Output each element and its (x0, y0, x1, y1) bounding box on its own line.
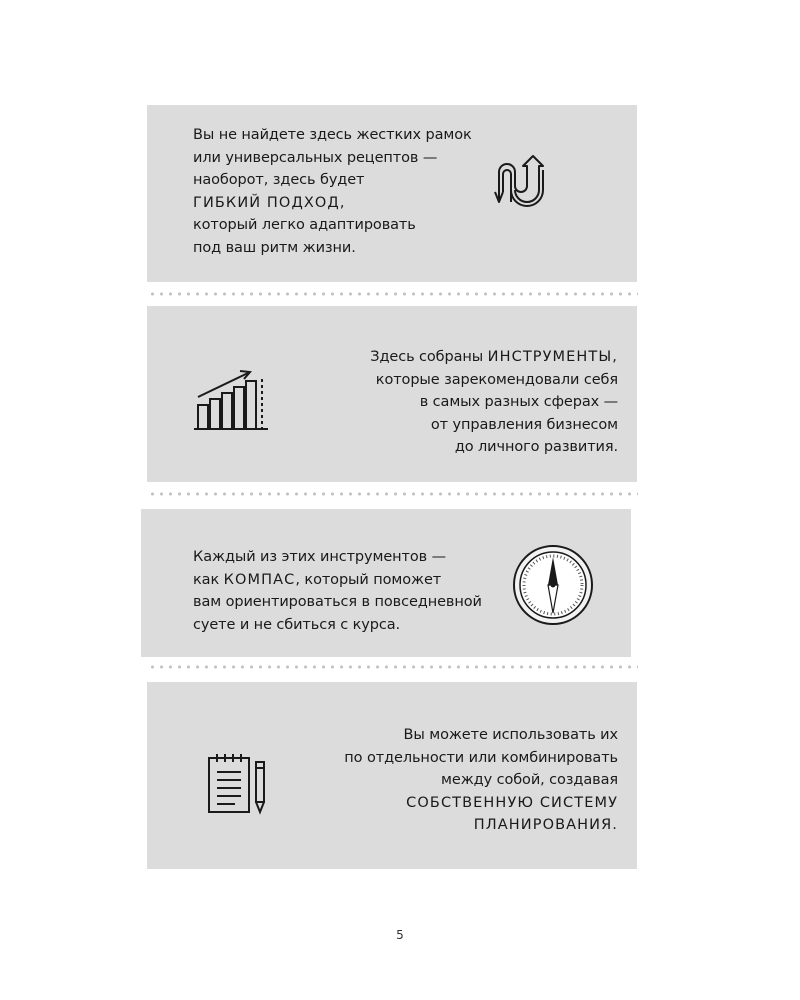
text-line: Каждый из этих инструментов — (193, 549, 447, 565)
page-number: 5 (396, 928, 404, 942)
text-line: между собой, создавая (441, 772, 618, 788)
dotted-divider (148, 292, 638, 296)
highlight-tools: ИНСТРУМЕНТЫ, (487, 349, 618, 365)
notepad-pencil-icon (205, 752, 271, 816)
text-line: Вы не найдете здесь жестких рамок (193, 127, 472, 143)
text-line: до личного развития. (454, 439, 618, 455)
text-suffix: , который поможет (295, 571, 442, 588)
info-text-3 (193, 546, 482, 636)
highlight-own-system: СОБСТВЕННУЮ СИСТЕМУ (406, 794, 618, 811)
text-line: под ваш ритм жизни. (193, 239, 356, 256)
info-text-2 (370, 346, 618, 459)
flexible-arrows-icon (489, 150, 561, 210)
info-text-1 (193, 124, 472, 259)
text-line: или универсальных рецептов — (193, 149, 438, 166)
text-prefix: как (193, 571, 224, 588)
text-line: Вы можете использовать их (403, 727, 618, 743)
info-text-4 (344, 724, 618, 837)
text-line: по отдельности или комбинировать (344, 749, 618, 766)
highlight-compass: КОМПАС (223, 571, 296, 588)
text-line: суете и не сбиться с курса. (193, 616, 401, 633)
text-prefix: Здесь собраны (370, 349, 488, 365)
dotted-divider (148, 665, 638, 669)
text-line: вам ориентироваться в повседневной (193, 594, 482, 610)
highlight-planning: ПЛАНИРОВАНИЯ. (473, 817, 618, 833)
growth-chart-icon (190, 365, 272, 435)
text-line: наоборот, здесь будет (193, 172, 365, 188)
highlight-flexible-approach: ГИБКИЙ ПОДХОД, (193, 194, 346, 211)
compass-icon (511, 543, 595, 627)
text-line: которые зарекомендовали себя (375, 371, 618, 388)
text-line: от управления бизнесом (430, 416, 618, 433)
dotted-divider (148, 492, 638, 496)
text-line: в самых разных сферах — (419, 394, 618, 410)
text-line: который легко адаптировать (193, 217, 416, 233)
